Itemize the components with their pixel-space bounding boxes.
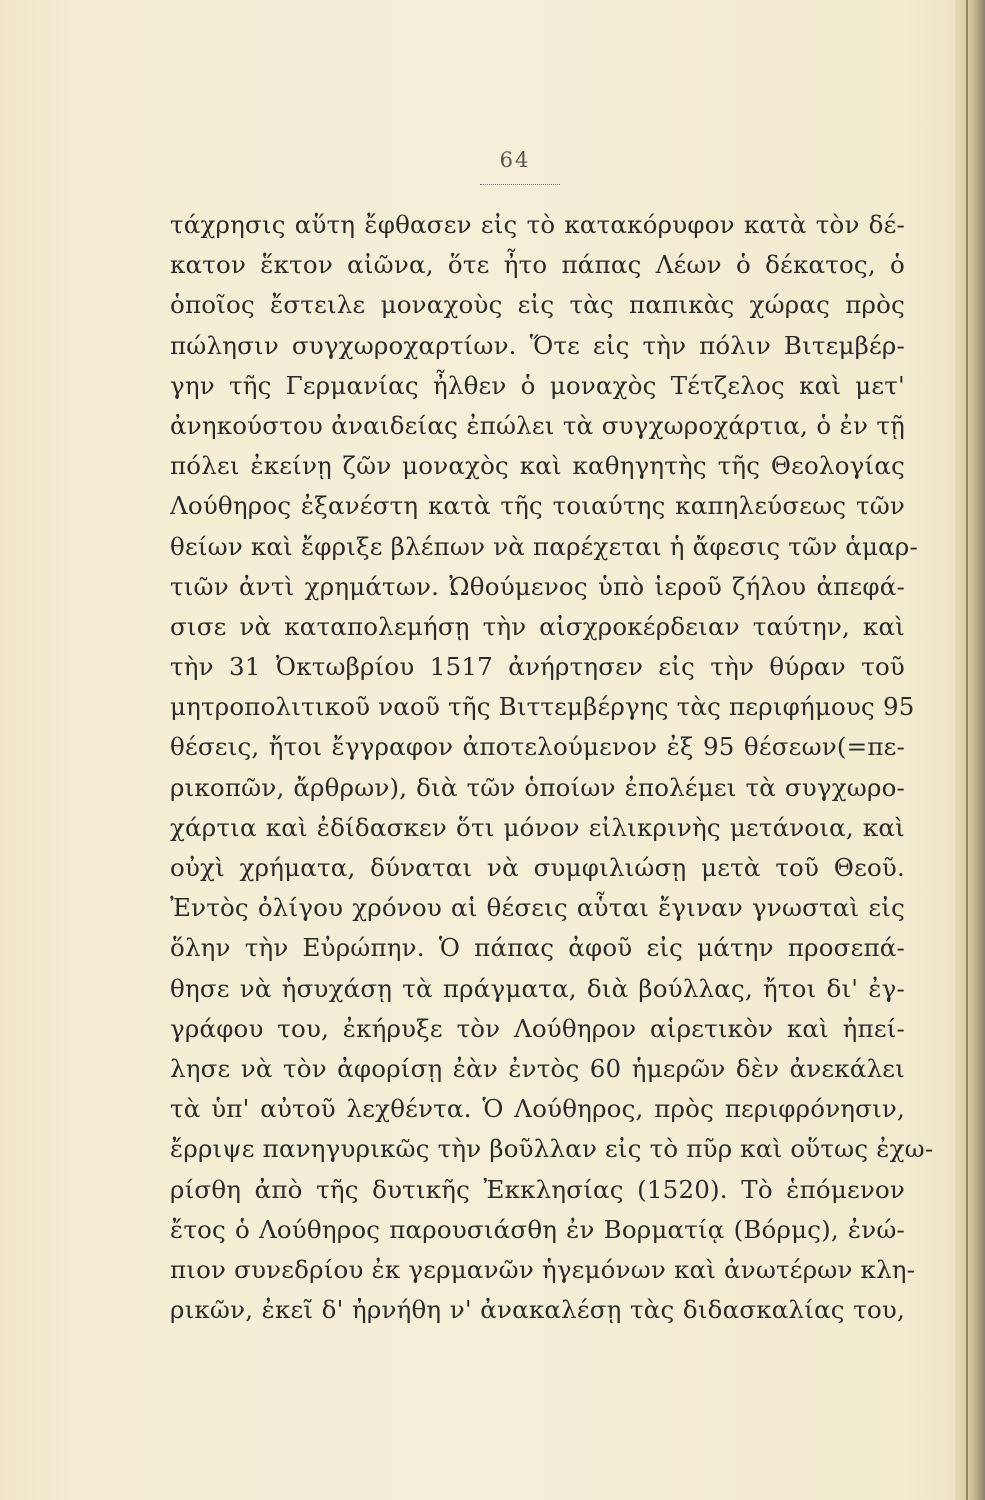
- text-line: σισε νὰ καταπολεμήσῃ τὴν αἰσχροκέρδειαν ταύτην, καὶ: [170, 611, 905, 641]
- text-line: λησε νὰ τὸν ἀφορίσῃ ἐὰν ἐντὸς 60 ἡμερῶν δὲν ἀνεκάλει: [170, 1053, 905, 1083]
- text-line: ρικῶν, ἐκεῖ δ' ἠρνήθη ν' ἀνακαλέσῃ τὰς διδασκαλίας του,: [170, 1295, 905, 1325]
- page-edge-shadow: [955, 0, 985, 1500]
- text-line: ὅλην τὴν Εὐρώπην. Ὁ πάπας ἀφοῦ εἰς μάτην προσεπά-: [170, 933, 905, 963]
- text-line: τὰ ὑπ' αὐτοῦ λεχθέντα. Ὁ Λούθηρος, πρὸς περιφρόνησιν,: [170, 1094, 905, 1124]
- text-line: χάρτια καὶ ἐδίδασκεν ὅτι μόνον εἰλικρινὴς μετάνοια, καὶ: [170, 812, 905, 842]
- text-line: Λούθηρος ἐξανέστη κατὰ τῆς τοιαύτης καπηλεύσεως τῶν: [170, 491, 905, 521]
- text-line: τὴν 31 Ὀκτωβρίου 1517 ἀνήρτησεν εἰς τὴν θύραν τοῦ: [170, 652, 905, 682]
- text-line: ἔτος ὁ Λούθηρος παρουσιάσθη ἐν Βορματίᾳ (Βόρμς), ἐνώ-: [170, 1214, 905, 1244]
- text-line: ρίσθη ἀπὸ τῆς δυτικῆς Ἐκκλησίας (1520). Τὸ ἑπόμενον: [170, 1174, 905, 1204]
- text-line: πώλησιν συγχωροχαρτίων. Ὅτε εἰς τὴν πόλιν Βιτεμβέρ-: [170, 330, 905, 360]
- text-line: κατον ἕκτον αἰῶνα, ὅτε ἦτο πάπας Λέων ὁ δέκατος, ὁ: [170, 250, 905, 280]
- text-line: ὁποῖος ἔστειλε μοναχοὺς εἰς τὰς παπικὰς χώρας πρὸς: [170, 290, 905, 320]
- text-line: τιῶν ἀντὶ χρημάτων. Ὠθούμενος ὑπὸ ἱεροῦ ζήλου ἀπεφά-: [170, 571, 905, 601]
- text-line: θέσεις, ἤτοι ἔγγραφον ἀποτελούμενον ἐξ 95 θέσεων(=πε-: [170, 732, 905, 762]
- text-line: πιον συνεδρίου ἐκ γερμανῶν ἡγεμόνων καὶ ἀνωτέρων κλη-: [170, 1254, 916, 1284]
- body-text: [170, 205, 934, 1330]
- text-line: πόλει ἐκείνῃ ζῶν μοναχὸς καὶ καθηγητὴς τῆς Θεολογίας: [170, 451, 905, 481]
- text-line: γην τῆς Γερμανίας ἦλθεν ὁ μοναχὸς Τέτζελος καὶ μετ': [170, 370, 905, 400]
- text-line: τάχρησις αὕτη ἔφθασεν εἰς τὸ κατακόρυφον κατὰ τὸν δέ-: [170, 210, 905, 239]
- text-line: οὐχὶ χρήματα, δύναται νὰ συμφιλιώσῃ μετὰ τοῦ Θεοῦ.: [170, 853, 905, 882]
- text-line: γράφου του, ἐκήρυξε τὸν Λούθηρον αἱρετικὸν καὶ ἠπεί-: [170, 1013, 905, 1043]
- text-line: θείων καὶ ἔφριξε βλέπων νὰ παρέχεται ἡ ἄφεσις τῶν ἁμαρ-: [170, 531, 918, 561]
- text-line: ἔρριψε πανηγυρικῶς τὴν βοῦλλαν εἰς τὸ πῦρ καὶ οὕτως ἐχω-: [170, 1134, 934, 1164]
- page-number: 64: [499, 148, 531, 172]
- binding-edge-line: [966, 0, 968, 1500]
- text-line: Ἐντὸς ὀλίγου χρόνου αἱ θέσεις αὗται ἔγιναν γνωσταὶ εἰς: [170, 893, 905, 923]
- text-line: θησε νὰ ἡσυχάσῃ τὰ πράγματα, διὰ βούλλας, ἤτοι δι' ἐγ-: [170, 973, 905, 1003]
- page-number-rule: [480, 184, 560, 185]
- text-line: ρικοπῶν, ἄρθρων), διὰ τῶν ὁποίων ἐπολέμει τὰ συγχωρο-: [170, 772, 905, 802]
- text-line: μητροπολιτικοῦ ναοῦ τῆς Βιττεμβέργης τὰς περιφήμους 95: [170, 692, 915, 722]
- text-line: ἀνηκούστου ἀναιδείας ἐπώλει τὰ συγχωροχάρτια, ὁ ἐν τῇ: [170, 410, 905, 440]
